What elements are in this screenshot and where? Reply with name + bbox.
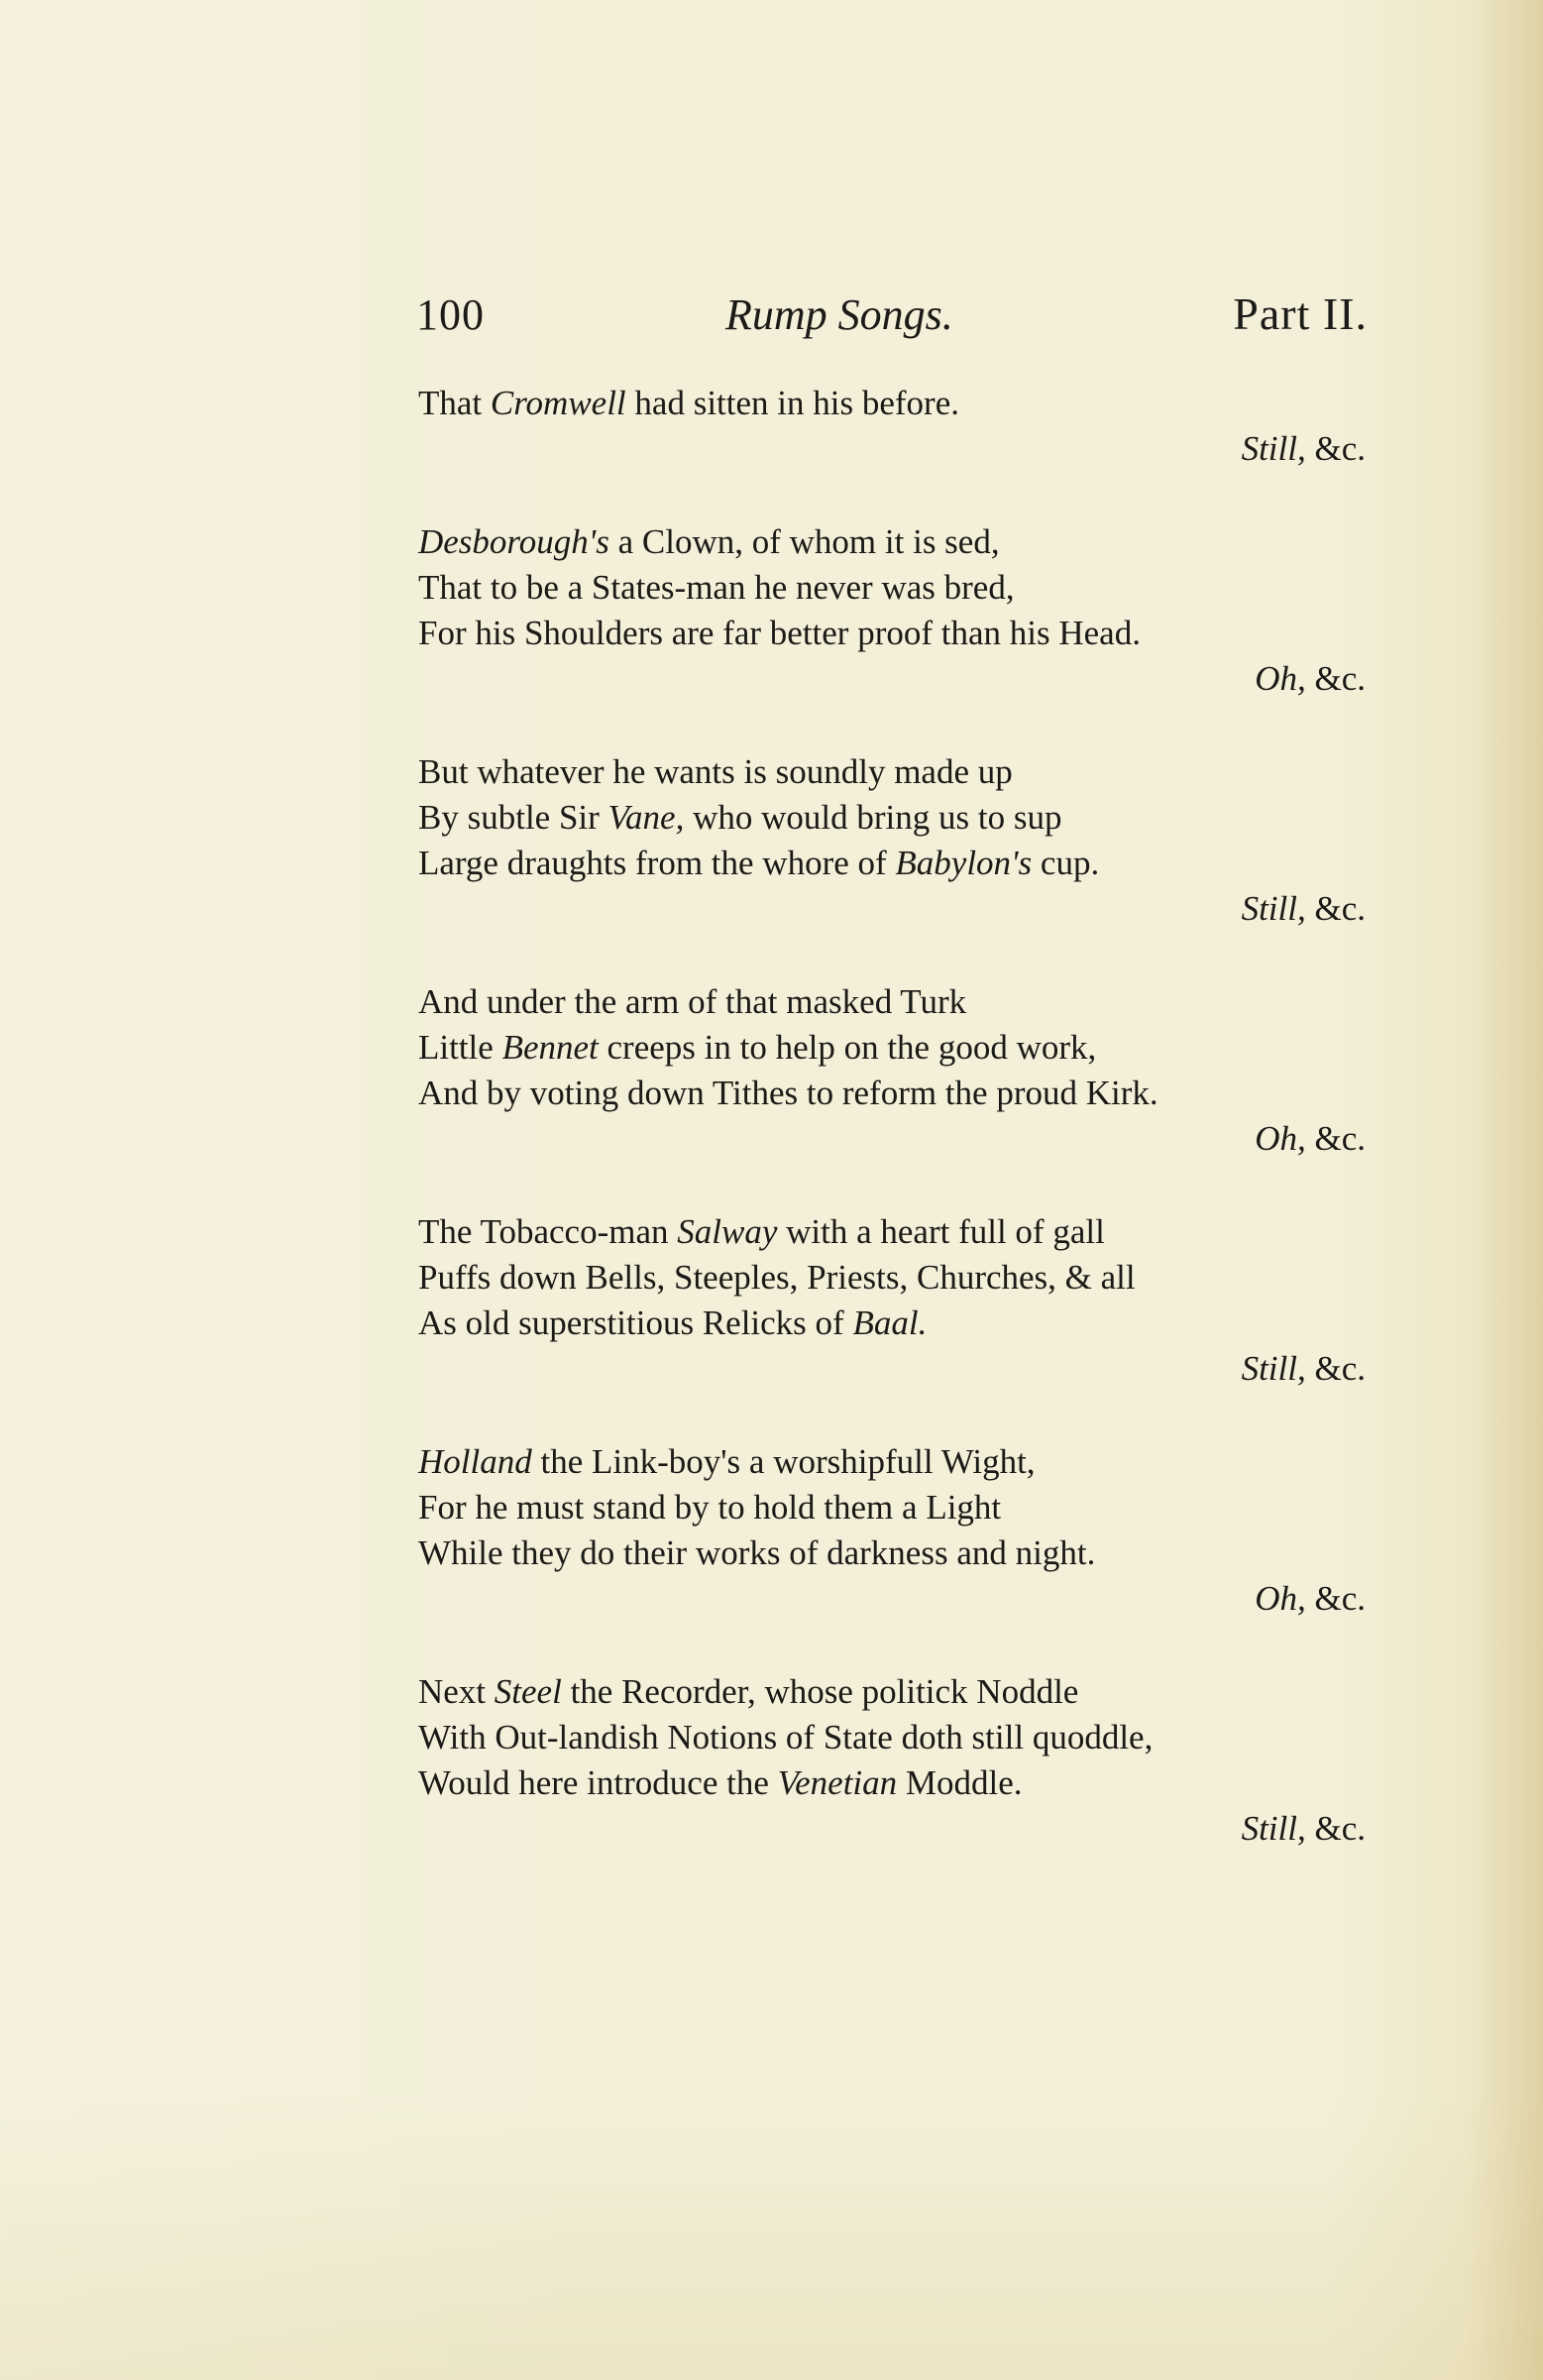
verse-line: That to be a States-man he never was bred,	[418, 568, 1015, 607]
refrain: Still, &c.	[1241, 889, 1366, 928]
stanza	[418, 749, 1370, 932]
stanza	[418, 519, 1370, 702]
stanza	[418, 1669, 1370, 1852]
verse-line: But whatever he wants is soundly made up	[418, 752, 1013, 791]
stanza	[418, 979, 1370, 1162]
poem-text	[418, 381, 1370, 1852]
verse-line: Desborough's a Clown, of whom it is sed,	[418, 522, 1000, 561]
verse-line: Puffs down Bells, Steeples, Priests, Churches, & all	[418, 1258, 1136, 1297]
verse-line: And by voting down Tithes to reform the proud Kirk.	[418, 1074, 1158, 1112]
refrain: Oh, &c.	[1255, 659, 1366, 698]
verse-line: That Cromwell had sitten in his before.	[418, 384, 959, 422]
verse-line: Little Bennet creeps in to help on the good work,	[418, 1028, 1097, 1067]
verse-line: Large draughts from the whore of Babylon's cup.	[418, 844, 1100, 882]
refrain: Still, &c.	[1241, 429, 1366, 468]
verse-line: For his Shoulders are far better proof than his Head.	[418, 614, 1141, 652]
refrain: Oh, &c.	[1255, 1119, 1366, 1158]
verse-line: Next Steel the Recorder, whose politick Noddle	[418, 1672, 1079, 1711]
refrain: Still, &c.	[1241, 1809, 1366, 1848]
verse-line: As old superstitious Relicks of Baal.	[418, 1303, 928, 1342]
refrain: Still, &c.	[1241, 1349, 1366, 1388]
page-header	[416, 289, 1368, 349]
running-title: Rump Songs.	[725, 290, 953, 339]
verse-line: With Out-landish Notions of State doth still quoddle,	[418, 1718, 1154, 1757]
verse-line: Would here introduce the Venetian Moddle.	[418, 1763, 1023, 1802]
page-number: 100	[416, 290, 485, 339]
verse-line: And under the arm of that masked Turk	[418, 982, 967, 1021]
verse-line: By subtle Sir Vane, who would bring us to sup	[418, 798, 1062, 837]
refrain: Oh, &c.	[1255, 1579, 1366, 1618]
part-label: Part II.	[1233, 288, 1368, 339]
verse-line: For he must stand by to hold them a Light	[418, 1488, 1002, 1527]
verse-line: While they do their works of darkness and night.	[418, 1533, 1096, 1572]
stanza	[418, 1439, 1370, 1622]
verse-line: The Tobacco-man Salway with a heart full of gall	[418, 1212, 1105, 1251]
stanza	[418, 1209, 1370, 1392]
verse-line: Holland the Link-boy's a worshipfull Wight,	[418, 1442, 1036, 1481]
